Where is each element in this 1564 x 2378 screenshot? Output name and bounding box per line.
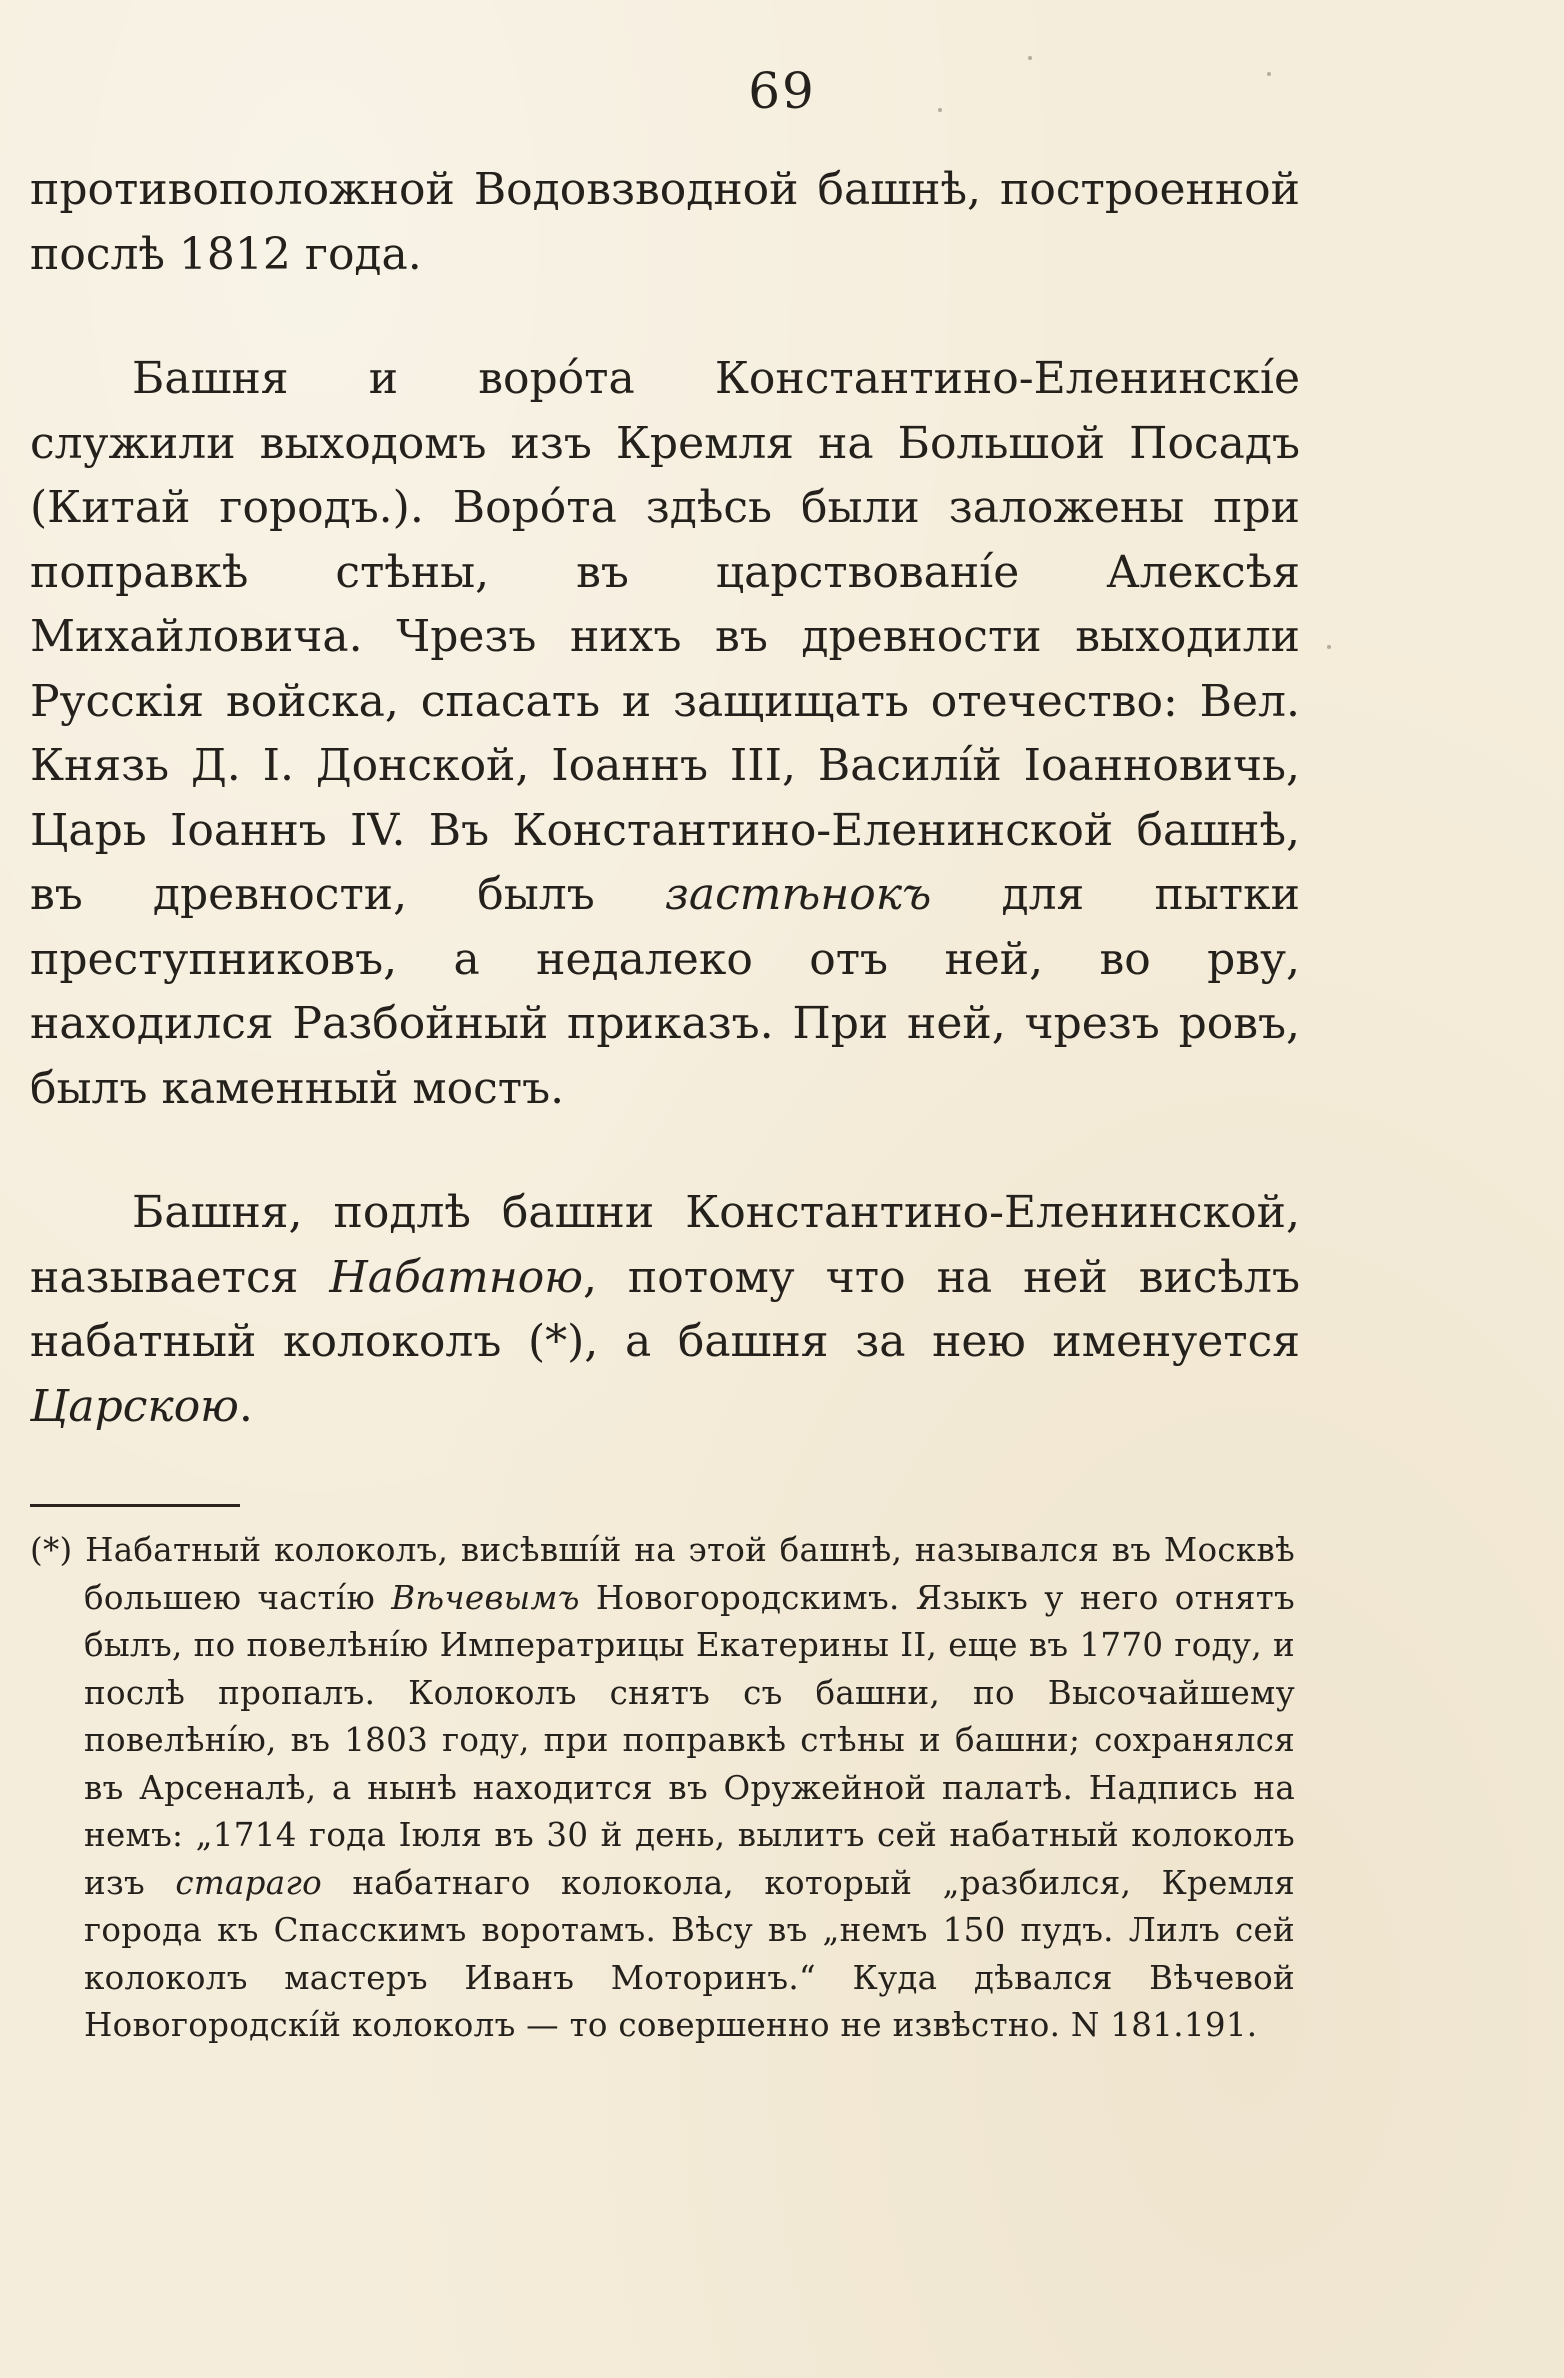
footnote-paragraph [30, 1527, 1295, 2050]
paper-speck [938, 108, 942, 112]
footnote-divider [30, 1504, 240, 1507]
paragraph-2-part-a: Башня и ворóта Константино-Еленинскíе служили выходомъ изъ Кремля на Большой Посадъ (Китай городъ.). Ворóта здѣсь были заложены при поправкѣ стѣны, въ царствованíе Алексѣя Михайловича. Чрезъ нихъ въ древности выходили Русскія войска, спасать и защищать отечество: Вел. Князь Д. I. Донской, Iоаннъ III, Василíй Iоанновичь, Царь Iоаннъ IV. Въ Константино-Еленинской башнѣ, въ древности, былъ [30, 353, 1300, 920]
footnote-part-c: набатнаго колокола, который „разбился, Кремля города къ Спасскимъ воротамъ. Вѣсу въ „немъ 150 пудъ. Лилъ сей колоколъ мастеръ Иванъ Моторинъ.“ Куда дѣвался Вѣчевой Новогородскíй колоколъ — то совершенно не извѣстно. N 181.191. [84, 1863, 1295, 2044]
paragraph-3-part-c: . [238, 1380, 253, 1432]
italic-term-vechevym: Вѣчевымъ [391, 1578, 580, 1617]
italic-term-nabatnaya: Набатною [329, 1251, 583, 1303]
paragraph-3 [30, 1181, 1300, 1439]
paragraph-3-part-a: Башня, подлѣ башни Константино-Еленинской, называется [30, 1187, 1300, 1303]
paragraph-1: противоположной Водовзводной башнѣ, построенной послѣ 1812 года. [30, 164, 1300, 280]
footnote [30, 1527, 1295, 2050]
page-number: 69 [748, 62, 816, 120]
footnote-marker: (*) [30, 1531, 73, 1569]
italic-term-zastenok: застѣнокъ [664, 869, 932, 920]
paper-speck [1267, 72, 1271, 76]
italic-term-tsarskaya: Царскою [30, 1380, 239, 1432]
footnote-part-a: Набатный колоколъ, висѣвшíй на этой башнѣ, назывался въ Москвѣ большею частíю [72, 1531, 1295, 1617]
italic-term-starago: стараго [175, 1863, 322, 1902]
paragraph-2 [30, 347, 1300, 1121]
main-text [30, 158, 1300, 1439]
paragraph-2-part-b: для пытки преступниковъ, а недалеко отъ ней, во рву, находился Разбойный приказъ. При ней, чрезъ ровъ, былъ каменный мостъ. [30, 869, 1300, 1114]
paragraph-3-part-b: , потому что на ней висѣлъ набатный колоколъ (*), а башня за нею именуется [30, 1251, 1300, 1367]
paper-speck [1028, 56, 1032, 60]
footnote-part-b: Новогородскимъ. Языкъ у него отнятъ былъ, по повелѣнíю Императрицы Екатерины II, еще въ 1770 году, и послѣ пропалъ. Колоколъ снятъ съ башни, по Высочайшему повелѣнíю, въ 1803 году, при поправкѣ стѣны и башни; сохранялся въ Арсеналѣ, а нынѣ находится въ Оружейной палатѣ. Надпись на немъ: „1714 года Iюля въ 30 й день, вылитъ сей набатный колоколъ изъ [84, 1578, 1295, 1902]
paper-speck [1327, 645, 1331, 649]
